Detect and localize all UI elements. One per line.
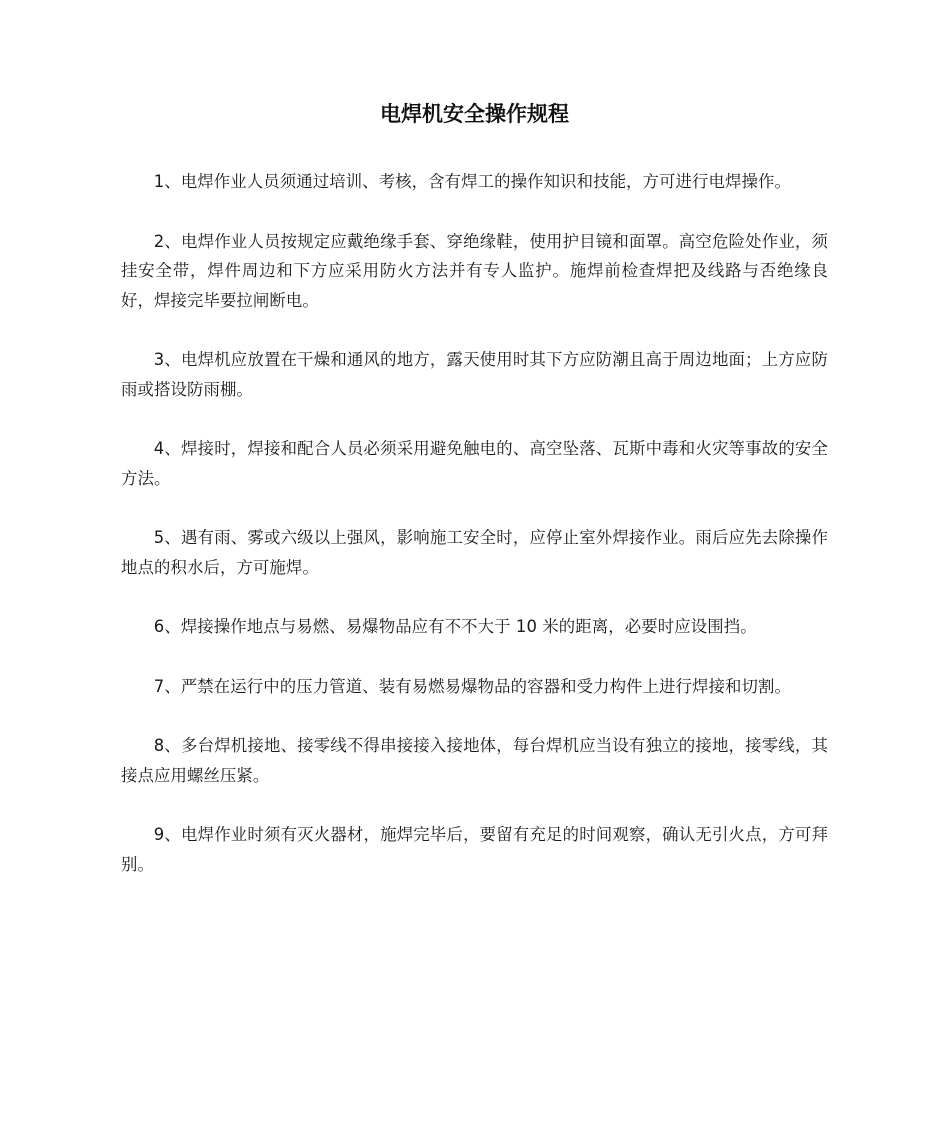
clause-6: 6、焊接操作地点与易燃、易爆物品应有不不大于 10 米的距离，必要时应设围挡。 bbox=[153, 617, 757, 636]
clause-8: 8、多台焊机接地、接零线不得串接接入接地体，每台焊机应当设有独立的接地，接零线，其接点应用螺丝压紧。 bbox=[121, 736, 828, 785]
clause-4: 4、焊接时，焊接和配合人员必须采用避免触电的、高空坠落、瓦斯中毒和火灾等事故的安全方法。 bbox=[121, 439, 828, 488]
document-title: 电焊机安全操作规程 bbox=[380, 102, 569, 126]
clause-5: 5、遇有雨、雾或六级以上强风，影响施工安全时，应停止室外焊接作业。雨后应先去除操作地点的积水后，方可施焊。 bbox=[121, 528, 828, 577]
clause-7: 7、严禁在运行中的压力管道、装有易燃易爆物品的容器和受力构件上进行焊接和切割。 bbox=[153, 676, 791, 696]
clause-9: 9、电焊作业时须有灭火器材，施焊完毕后，要留有充足的时间观察，确认无引火点，方可拜别。 bbox=[121, 825, 828, 874]
clause-1: 1、电焊作业人员须通过培训、考核，含有焊工的操作知识和技能，方可进行电焊操作。 bbox=[153, 172, 791, 191]
clause-3: 3、电焊机应放置在干燥和通风的地方，露天使用时其下方应防潮且高于周边地面；上方应防雨或搭设防雨棚。 bbox=[121, 350, 828, 399]
clause-2: 2、电焊作业人员按规定应戴绝缘手套、穿绝缘鞋，使用护目镜和面罩。高空危险处作业，须挂安全带，焊件周边和下方应采用防火方法并有专人监护。施焊前检查焊把及线路与否绝缘良好，焊接完毕要拉闸断电。 bbox=[121, 231, 828, 310]
